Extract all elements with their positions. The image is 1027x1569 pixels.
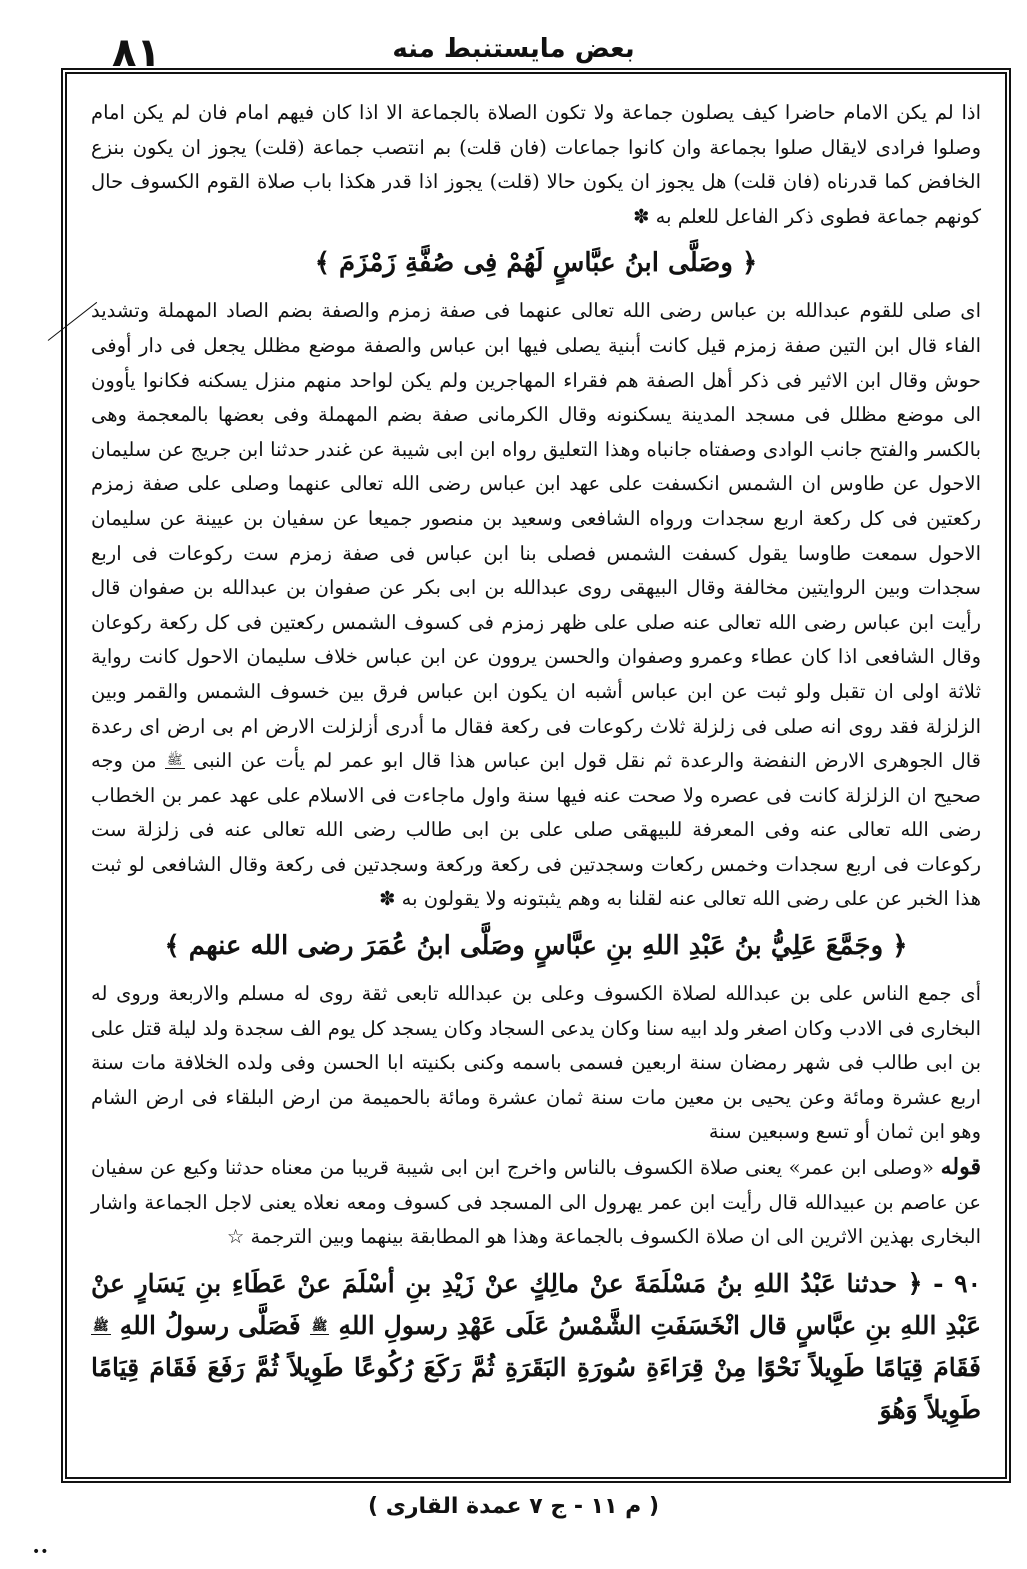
running-head: بعض مايستنبط منه (392, 34, 635, 64)
page-content (91, 96, 981, 1431)
text-frame (61, 68, 1011, 1483)
pbuh-ligature: ﷺ (166, 753, 183, 769)
qawluh-label: قوله (940, 1154, 982, 1181)
page-footer: ( م ١١ - ج ٧ عمدة القارى ) (368, 1494, 659, 1519)
hadith-chain: - ﴿ حدثنا عَبْدُ اللهِ بنُ مَسْلَمَةَ عنْ مالِكٍ عنْ زَيْدِ بنِ أسْلَمَ عنْ عَطَاءِ بنِ يَسَارٍ عنْ عَبْدِ اللهِ بنِ عبَّاسٍ قال انْخَسَفَتِ الشَّمْسُ عَلَى عَهْدِ رسولِ اللهِ (91, 1268, 981, 1340)
corner-mark: •• (32, 1544, 49, 1560)
section-heading-1: ﴿ وصَلَّى ابنُ عبَّاسٍ لَهُمْ فِى صُفَّةِ زَمْزَمَ ﴾ (314, 248, 758, 279)
commentary-text-continued: من وجه صحيح ان الزلزلة كانت فى عصره ولا صحت عنه فيها سنة واول ماجاءت فى الاسلام على عهد عمر بن الخطاب رضى الله تعالى عنه وفى المعرفة للبيهقى صلى على بن ابى طالب رضى الله تعالى عنه فى زلزلة ست ركوعات فى اربع سجدات وخمس ركعات وسجدتين فى ركعة وركعة وسجدتين فى ركعة وقال الشافعى لو ثبت هذا الخبر عن على رضى الله تعالى عنه لقلنا به وهم يثبتونه ولا يقولون به ✽ (91, 749, 981, 911)
pbuh-ligature: ﷺ (93, 1318, 109, 1334)
commentary-paragraph-3 (91, 1150, 981, 1255)
commentary-paragraph-1 (91, 294, 981, 917)
commentary-text: «وصلى ابن عمر» يعنى صلاة الكسوف بالناس واخرج ابن ابى شيبة قريبا من معناه حدثنا وكيع عن سفيان عن عاصم بن عبيدالله قال رأيت ابن عمر يهرول الى المسجد فى كسوف ومعه نعلاه يعنى لاجل الجماعة واشار البخارى بهذين الاثرين الى ان صلاة الكسوف بالجماعة وهذا هو المطابقة بينهما وبين الترجمة ☆ (91, 1156, 981, 1249)
hadith-number: ٩٠ (954, 1268, 981, 1298)
commentary-text: اى صلى للقوم عبدالله بن عباس رضى الله تعالى عنهما فى صفة زمزم والصفة بضم الصاد المهملة وتشديد الفاء قال ابن التين صفة زمزم قيل كانت أبنية يصلى فيها ابن عباس والصفة موضع مظلل يجعل فى دار أوفى حوش وقال ابن الاثير فى ذكر أهل الصفة هم فقراء المهاجرين ولم يكن لواحد منهم منزل يسكنه فكانوا يأوون الى موضع مظلل فى مسجد المدينة يسكنونه وقال الكرمانى صفة بضم المهملة وفى بعضها بالمعجمة وهى بالكسر والفتح جانب الوادى وصفتاه جانباه وهذا التعليق رواه ابن ابى شيبة عن غندر حدثنا ابن جريج عن سليمان الاحول عن طاوس ان الشمس انكسفت على عهد ابن عباس رضى الله تعالى عنهما وصلى على صفة زمزم ركعتين فى كل ركعة اربع سجدات ورواه الشافعى وسعيد بن منصور جميعا عن سفيان بن عيينة عن سليمان الاحول سمعت طاوسا يقول كسفت الشمس فصلى بنا ابن عباس فى صفة زمزم ست ركوعات فى اربع سجدات وبين الروايتين مخالفة وقال البيهقى روى عبدالله بن ابى بكر عن صفوان بن عبدالله بن صفوان قال رأيت ابن عباس رضى الله تعالى عنه صلى على ظهر زمزم فى كسوف الشمس ركعتين فى كل ركعة ركوعان وقال الشافعى اذا كان عطاء وعمرو وصفوان والحسن يروون عن ابن عباس خلاف سليمان الاحول كانت رواية ثلاثة اولى ان تقبل ولو ثبت عن ابن عباس أشبه ان يكون ابن عباس فرق بين خسوف الشمس والقمر وبين الزلزلة فقد روى انه صلى فى زلزلة ثلاث ركوعات فى ركعة فقال ما أدرى أزلزلت الارض ام بى ارض اى رعدة قال الجوهرى الارض النفضة والرعدة ثم نقل قول ابن عباس هذا قال ابو عمر لم يأت عن النبى (91, 299, 981, 773)
section-heading-2: ﴿ وجَمَّعَ عَلِيُّ بنُ عَبْدِ اللهِ بنِ عبَّاسٍ وصَلَّى ابنُ عُمَرَ رضى الله عنهم ﴾ (164, 931, 908, 962)
hadith-body-continued: فَقَامَ قِيَامًا طَوِيلاً نَحْوًا مِنْ قِرَاءَةِ سُورَةِ البَقَرَةِ ثُمَّ رَكَعَ رُكُوعًا طَوِيلاً ثُمَّ رَفَعَ فَقَامَ قِيَامًا طَوِيلاً وَهُوَ (91, 1352, 981, 1424)
hadith-body: فَصَلَّى رسولُ اللهِ (119, 1310, 301, 1340)
commentary-paragraph-2: أى جمع الناس على بن عبدالله لصلاة الكسوف وعلى بن عبدالله تابعى ثقة روى له مسلم والاربعة وروى له البخارى فى الادب وكان اصغر ولد ابيه سنا وكان يدعى السجاد وكان يسجد كل يوم الف سجدة ولد ليلة قتل على بن ابى طالب فى شهر رمضان سنة اربعين فسمى باسمه وكنى بكنيته ابا الحسن وفى ولده الخلافة مات سنة اربع عشرة ومائة وعن يحيى بن معين مات سنة ثمان عشرة ومائة بالحميمة من ارض البلقاء فى ارض الشام وهو ابن ثمان أو تسع وسبعين سنة (91, 982, 981, 1144)
intro-paragraph: اذا لم يكن الامام حاضرا كيف يصلون جماعة ولا تكون الصلاة بالجماعة الا اذا كان فيهم امام فان لم يكن امام وصلوا فرادى لايقال صلوا بجماعة وان كانوا جماعات (فان قلت) بم انتصب جماعة (قلت) يجوز ان يكون بنزع الخافض كما قدرناه (فان قلت) هل يجوز ان يكون حالا (قلت) يجوز اذا قدر هكذا باب صلاة القوم الكسوف حال كونهم جماعة فطوى ذكر الفاعل للعلم به ✽ (91, 101, 981, 228)
hadith-text (91, 1263, 981, 1431)
pbuh-ligature: ﷺ (311, 1318, 328, 1334)
page-number: ٨١ (112, 30, 161, 76)
